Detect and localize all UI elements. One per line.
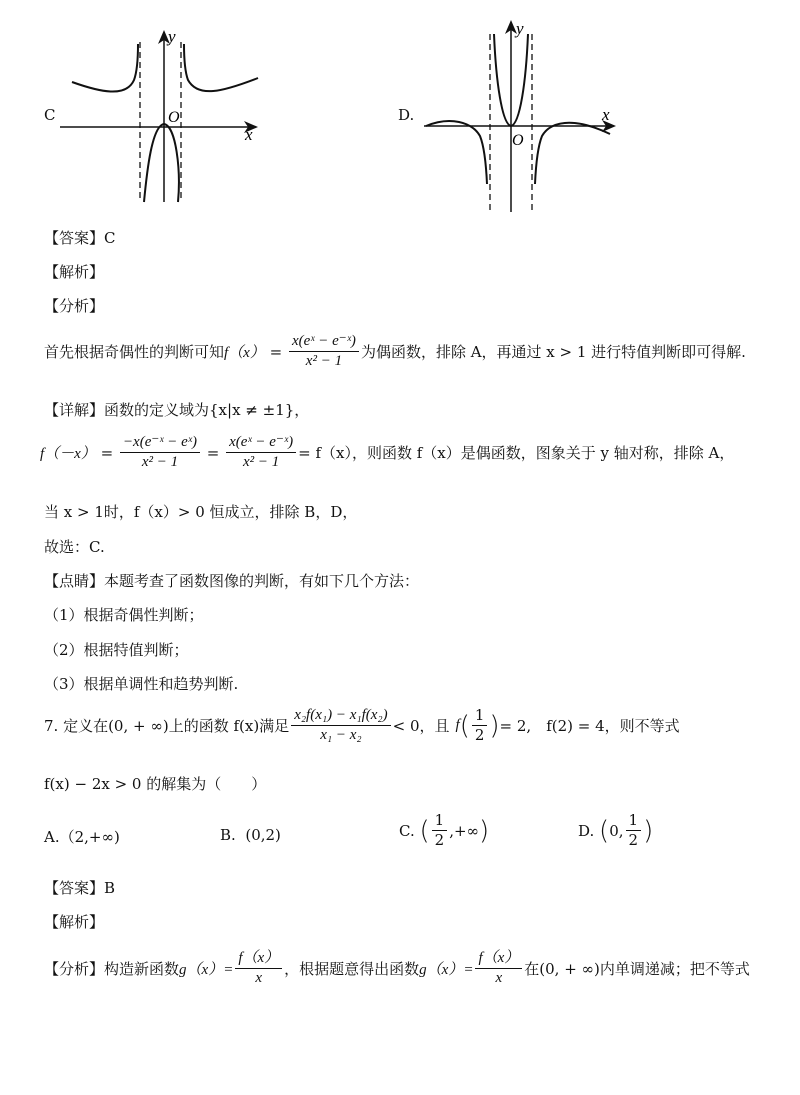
- fx-numerator: x(eˣ − e⁻ˣ): [289, 333, 359, 352]
- curve-left-branch: [72, 44, 138, 92]
- detail-tag: 【详解】: [44, 401, 105, 419]
- fenxi-line: 首先根据奇偶性的判断可知 f（x） = $\frac{\text{x(eˣ − e⁻ˣ)}}{\text{x² − 1}}$ 为偶函数，排除 A，再通过 x > 1 进行特值判断即可得解.: [44, 333, 746, 370]
- origin-label: O: [168, 109, 180, 126]
- y-axis-label: y: [516, 19, 524, 38]
- graph-option-d: [420, 12, 630, 217]
- q7-g-den: x: [255, 970, 263, 987]
- q7-g-num: f（x）: [235, 950, 282, 969]
- curve-right-branch: [184, 44, 258, 91]
- fx-fraction: [289, 333, 359, 371]
- graph-option-c: [60, 20, 270, 205]
- method-3: （3）根据单调性和趋势判断.: [44, 675, 239, 693]
- q7-cond-numerator: x₂f(x₁) − x₁f(x₂): [291, 707, 390, 726]
- fenxi-lead: 首先根据奇偶性的判断可知: [44, 343, 225, 362]
- q7-half-den: 2: [474, 726, 485, 745]
- q7-g-fraction: [235, 950, 282, 988]
- neg-fraction: [120, 434, 200, 472]
- q7-answer-value: B: [104, 879, 116, 897]
- parity-equation: f（－x） = $\frac{\text{−x(e⁻ˣ − eˣ)}}{\text{x² − 1}}$ = $\frac{\text{x(eˣ − e⁻ˣ)}}{\text{x² − 1}}$ = f（x），则函数 f（x）是偶函数，图象关于 y 轴对称，排除 A，: [40, 434, 735, 471]
- q7-option-d: D. ( 0, $\frac{1}{2}$ ): [578, 811, 654, 850]
- dianjing-text: 本题考查了函数图像的判断，有如下几个方法：: [104, 572, 420, 590]
- q7-option-b: [220, 826, 281, 844]
- q7-option-d-fraction: [626, 812, 642, 850]
- q7-option-d-lead: 0,: [609, 821, 624, 840]
- q7-answer-tag: 【答案】: [44, 879, 105, 897]
- q7-stem-c: = 2, f(2) = 4，则不等式: [499, 717, 680, 736]
- q7-option-c: C. ( $\frac{1}{2}$ ,+∞ ): [399, 811, 490, 850]
- q7-answer-line: [44, 877, 115, 898]
- fx-denominator: x² − 1: [305, 353, 343, 370]
- q7-analysis-tag: 【解析】: [44, 913, 105, 931]
- q7-stem-b: < 0，且: [392, 717, 450, 736]
- q7-f-label: f: [455, 717, 460, 734]
- f-neg-x: f（－x）: [40, 446, 96, 463]
- q7-option-c-fraction: [432, 812, 448, 850]
- equation-tail: = f（x），则函数 f（x）是偶函数，图象关于 y 轴对称，排除 A，: [298, 444, 735, 463]
- fenxi-tag: 【分析】: [44, 297, 105, 315]
- y-axis-label: y: [168, 27, 176, 46]
- q7-option-c-label: C.: [399, 821, 415, 840]
- detail-text: 函数的定义域为{x|x ≠ ±1}，: [104, 401, 310, 419]
- option-d-label: D.: [398, 106, 415, 124]
- when-line: 当 x > 1时，f（x）> 0 恒成立，排除 B，D，: [44, 503, 358, 521]
- answer-value: C: [104, 229, 116, 247]
- q7-g-label: g（x）=: [179, 962, 234, 979]
- pos-numerator: x(eˣ − e⁻ˣ): [226, 434, 296, 453]
- curve-right-branch: [535, 123, 610, 184]
- neg-numerator: −x(e⁻ˣ − eˣ): [120, 434, 200, 453]
- q7-fenxi-tag: 【分析】: [44, 960, 105, 979]
- neg-denominator: x² − 1: [141, 454, 179, 471]
- q7-option-d-num: 1: [626, 812, 642, 831]
- curve-left-branch: [426, 121, 487, 184]
- q7-option-c-num: 1: [432, 812, 448, 831]
- q7-half-num: 1: [472, 707, 488, 726]
- q7-option-b-value: (0,2): [245, 826, 281, 844]
- q7-cond-denominator: x₁ − x₂: [320, 727, 362, 744]
- q7-fenxi-c: 在(0, + ∞)内单调递减；把不等式: [524, 960, 750, 979]
- pos-fraction: [226, 434, 296, 472]
- option-c-label: C: [44, 106, 56, 124]
- q7-condition-fraction: [291, 707, 390, 745]
- q7-half-fraction: [472, 707, 488, 745]
- method-2: （2）根据特值判断；: [44, 641, 189, 659]
- q7-fenxi-a: 构造新函数: [104, 960, 180, 979]
- method-1: （1）根据奇偶性判断；: [44, 606, 204, 624]
- q7-g-num-2: f（x）: [475, 950, 522, 969]
- f-of-x: f（x）: [224, 345, 265, 362]
- answer-tag: 【答案】: [44, 229, 105, 247]
- q7-option-d-den: 2: [628, 831, 639, 850]
- q7-g-fraction-2: [475, 950, 522, 988]
- detail-line: [44, 399, 309, 420]
- answer-line: [44, 227, 116, 248]
- pos-denominator: x² − 1: [242, 454, 280, 471]
- choose-line: 故选：C.: [44, 538, 105, 556]
- origin-label: O: [512, 132, 524, 149]
- dianjing-line: [44, 570, 419, 591]
- q7-stem: 7. 定义在(0, + ∞)上的函数 f(x)满足 $\frac{\text{x₂f(x₁) − x₁f(x₂)}}{\text{x₁ − x₂}}$ < 0，且 f ( $\frac{1}{2}$ ) = 2, f(2) = 4，则不等式: [44, 706, 680, 745]
- analysis-tag: 【解析】: [44, 263, 105, 281]
- q7-option-b-label: B.: [220, 826, 236, 844]
- q7-option-a: A.（2,+∞): [44, 828, 120, 846]
- x-axis-label: x: [245, 125, 253, 144]
- q7-stem-a: 7. 定义在(0, + ∞)上的函数 f(x)满足: [44, 717, 290, 736]
- x-axis-label: x: [602, 105, 610, 124]
- q7-g-den-2: x: [495, 970, 503, 987]
- q7-option-c-rest: ,+∞: [449, 821, 480, 840]
- q7-fenxi-b: ，根据题意得出函数: [284, 960, 420, 979]
- fenxi-tail: 为偶函数，排除 A，再通过 x > 1 进行特值判断即可得解.: [360, 343, 746, 362]
- q7-stem-line2: f(x) − 2x > 0 的解集为（ ）: [44, 775, 267, 793]
- q7-option-d-label: D.: [578, 821, 595, 840]
- curve-middle-branch: [144, 124, 179, 202]
- dianjing-tag: 【点睛】: [44, 572, 105, 590]
- q7-option-c-den: 2: [434, 831, 445, 850]
- q7-fenxi-line: [44, 950, 750, 988]
- q7-g-label-2: g（x）=: [419, 962, 474, 979]
